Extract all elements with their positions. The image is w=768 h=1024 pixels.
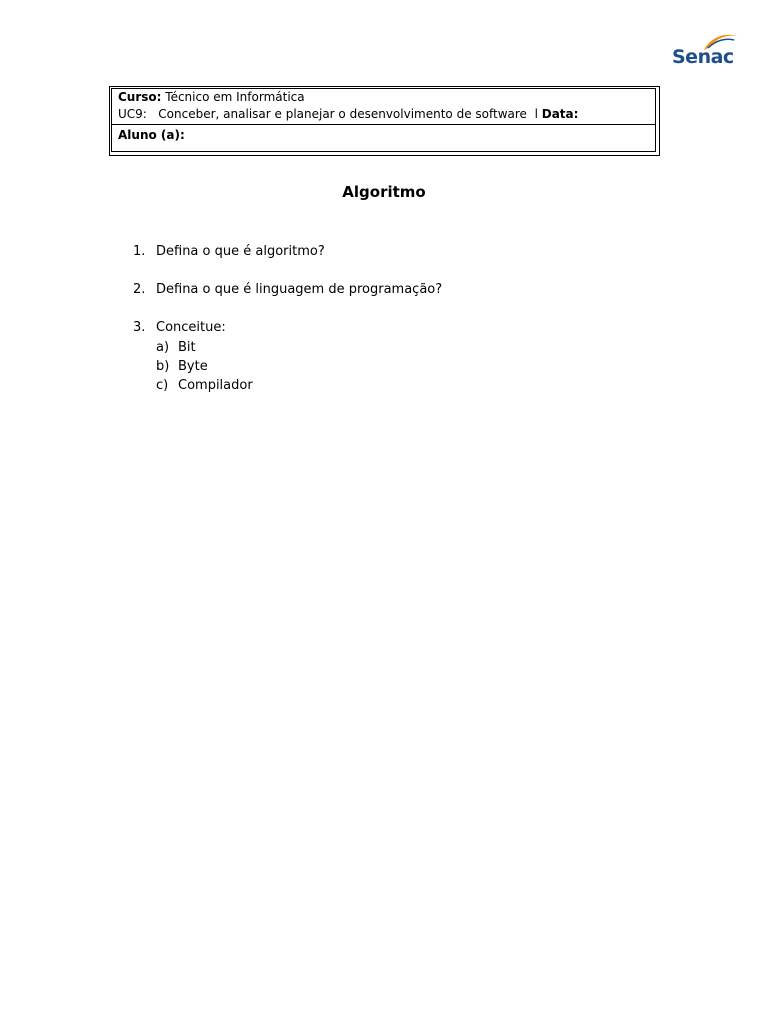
course-header-box	[109, 86, 660, 156]
senac-logo	[672, 28, 746, 72]
curso-value: Técnico em Informática	[165, 90, 305, 104]
page-title: Algoritmo	[342, 183, 426, 201]
question-text: Conceitue:	[156, 320, 226, 335]
question-number: 3.	[133, 320, 146, 335]
aluno-label: Aluno (a):	[118, 128, 185, 142]
sub-item-text: Byte	[178, 359, 208, 374]
question-number: 1.	[133, 244, 146, 259]
sub-item-text: Compilador	[178, 378, 253, 393]
course-line	[118, 89, 655, 106]
question-text: Defina o que é algoritmo?	[156, 244, 325, 259]
question-number: 2.	[133, 282, 146, 297]
student-row	[112, 125, 655, 144]
separator: l	[534, 107, 538, 121]
sub-item-letter: a)	[156, 340, 170, 355]
course-info-row	[112, 89, 655, 125]
uc-line	[118, 106, 655, 123]
question-text: Defina o que é linguagem de programação?	[156, 282, 443, 297]
sub-item-text: Bit	[178, 340, 196, 355]
sub-item-letter: b)	[156, 359, 170, 374]
data-label: Data:	[541, 107, 579, 121]
logo-wordmark: Senac	[672, 46, 734, 68]
uc-value: Conceber, analisar e planejar o desenvolvimento de software	[158, 107, 527, 121]
uc-label: UC9:	[118, 107, 147, 121]
sub-item-letter: c)	[156, 378, 169, 393]
curso-label: Curso:	[118, 90, 162, 104]
